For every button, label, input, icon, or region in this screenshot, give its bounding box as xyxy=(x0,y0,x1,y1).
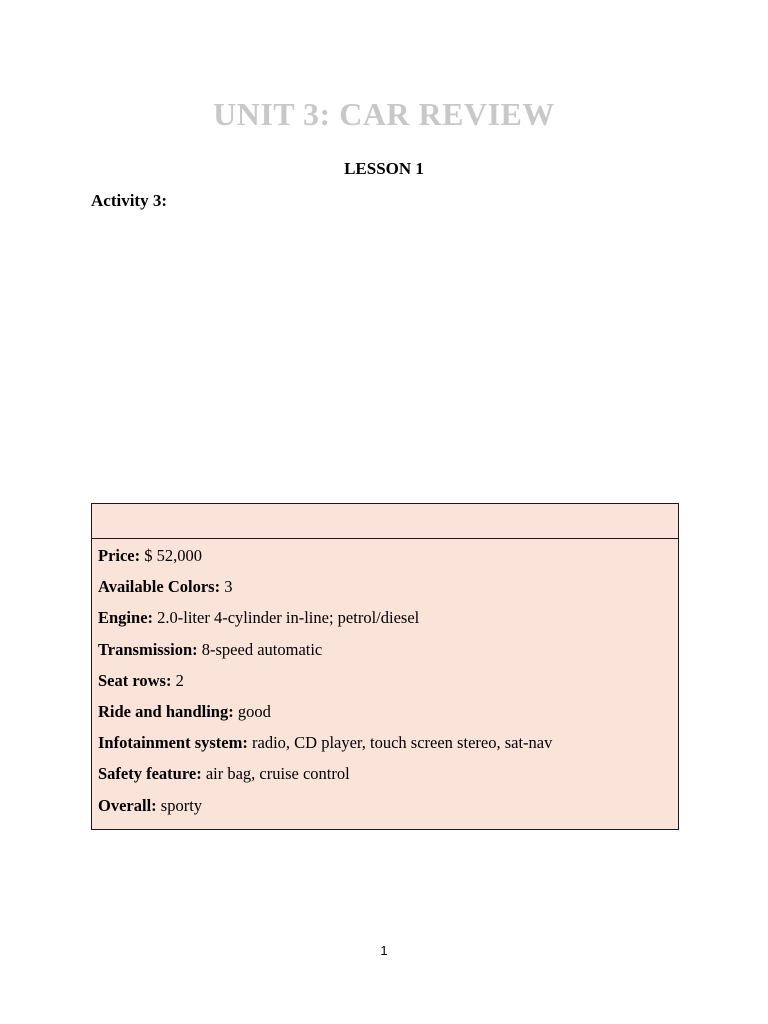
spec-value: good xyxy=(233,702,271,722)
spec-value: 2.0-liter 4-cylinder in-line; petrol/diesel xyxy=(153,608,420,628)
spec-row-infotainment xyxy=(98,727,672,758)
spec-label: Price: xyxy=(98,546,141,565)
spec-label: Transmission: xyxy=(98,639,198,659)
spec-value: 2 xyxy=(171,670,184,690)
spec-row-engine xyxy=(98,602,672,633)
spec-row-safety xyxy=(98,758,672,789)
page-title: UNIT 3: CAR REVIEW xyxy=(213,96,555,132)
spec-label: Ride and handling: xyxy=(98,702,234,722)
spec-table-body xyxy=(92,539,678,829)
spec-value: radio, CD player, touch screen stereo, sat-nav xyxy=(247,733,553,753)
spec-value: 3 xyxy=(220,577,233,597)
spec-label: Overall: xyxy=(98,795,157,815)
spec-table-header xyxy=(92,504,678,539)
spec-row-price xyxy=(98,540,672,571)
spec-label: Seat rows: xyxy=(98,670,172,690)
spec-label: Available Colors: xyxy=(98,577,221,597)
spec-row-overall xyxy=(98,790,672,821)
spec-label: Infotainment system: xyxy=(98,733,248,753)
spec-row-seat-rows xyxy=(98,665,672,696)
spec-label: Safety feature: xyxy=(98,764,202,784)
spec-label: Engine: xyxy=(98,608,154,628)
page-number: 1 xyxy=(380,943,388,958)
spec-row-ride-handling xyxy=(98,696,672,727)
activity-heading: Activity 3: xyxy=(91,191,168,210)
spec-value: sporty xyxy=(156,795,203,815)
spec-row-available-colors xyxy=(98,571,672,602)
spec-value: air bag, cruise control xyxy=(201,764,350,784)
lesson-heading: LESSON 1 xyxy=(344,159,424,178)
spec-value: $ 52,000 xyxy=(140,546,203,565)
spec-value: 8-speed automatic xyxy=(197,639,323,659)
car-spec-table xyxy=(91,503,679,830)
spec-row-transmission xyxy=(98,634,672,665)
